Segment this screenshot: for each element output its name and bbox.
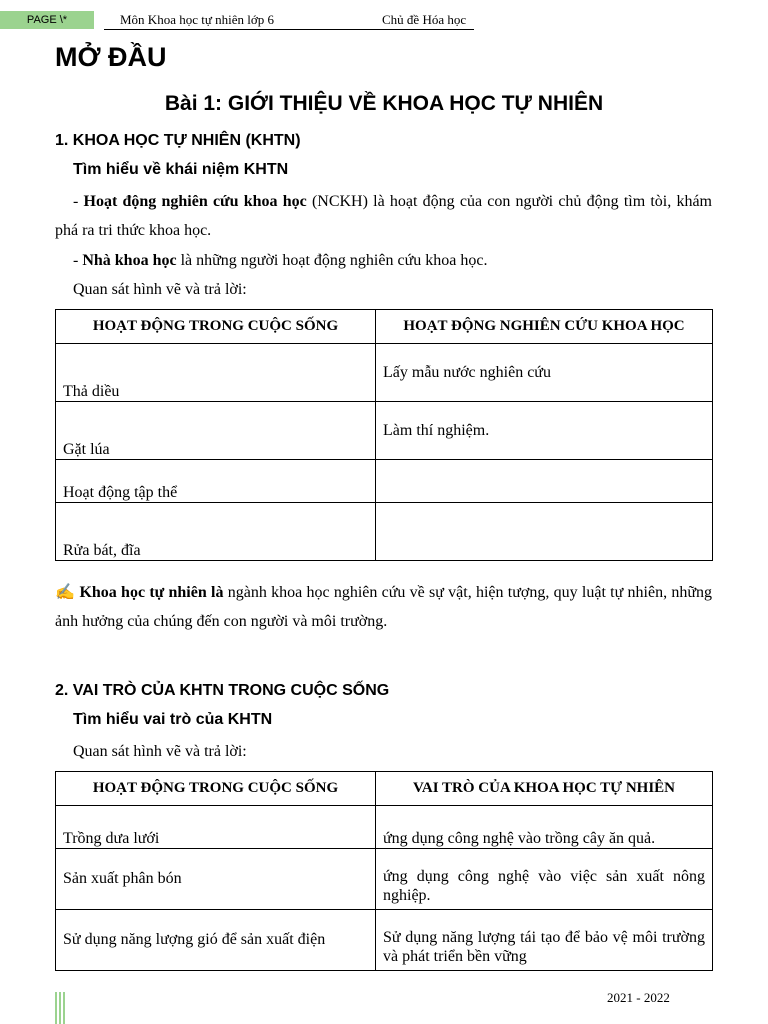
header-subject: Môn Khoa học tự nhiên lớp 6	[120, 12, 275, 27]
table-cell: Thả diều	[56, 344, 376, 402]
table-cell: Sử dụng năng lượng tái tạo để bảo vệ môi trường và phát triển bền vững	[376, 910, 713, 971]
term-scientist: Nhà khoa học	[82, 252, 177, 269]
table-cell: Hoạt động tập thể	[56, 460, 376, 503]
paragraph-scientist: - Nhà khoa học là những người hoạt động nghiên cứu khoa học.	[73, 252, 488, 269]
definition-term: Khoa học tự nhiên là	[79, 584, 224, 601]
table-header-row	[56, 772, 713, 806]
page-field-badge: PAGE \*	[0, 11, 94, 29]
definition-text: ngành khoa học nghiên cứu về sự vật, hiện tượng, quy luật tự nhiên, những ảnh hưởng của chúng đến con người và môi trường.	[55, 584, 713, 630]
table-header-cell: HOẠT ĐỘNG NGHIÊN CỨU KHOA HỌC	[376, 310, 713, 344]
section1-heading: 1. KHOA HỌC TỰ NHIÊN (KHTN)	[55, 132, 301, 149]
table-row	[56, 460, 713, 503]
footer-year: 2021 - 2022	[607, 990, 670, 1005]
table-header-row	[56, 310, 713, 344]
footer-decoration	[55, 992, 65, 1024]
paragraph-scientist-text: là những người hoạt động nghiên cứu khoa học.	[176, 252, 488, 269]
table-cell: Làm thí nghiệm.	[376, 402, 713, 460]
table-row	[56, 503, 713, 561]
table-cell: Rửa bát, đĩa	[56, 503, 376, 561]
roles-table-2	[55, 771, 713, 971]
term-nckh: Hoạt động nghiên cứu khoa học	[83, 193, 307, 210]
table-row	[56, 806, 713, 849]
running-header	[104, 11, 474, 30]
table-row	[56, 344, 713, 402]
table-header-cell: HOẠT ĐỘNG TRONG CUỘC SỐNG	[56, 310, 376, 344]
table-cell: Gặt lúa	[56, 402, 376, 460]
section1-subheading: Tìm hiểu về khái niệm KHTN	[73, 161, 289, 178]
observe-prompt-1: Quan sát hình vẽ và trả lời:	[73, 281, 247, 298]
table-cell: Lấy mẫu nước nghiên cứu	[376, 344, 713, 402]
paragraph-nckh-text: (NCKH) là hoạt động của con người chủ động tìm tòi, khám phá ra tri thức khoa học.	[55, 193, 713, 239]
table-cell: ứng dụng công nghệ vào việc sản xuất nông nghiệp.	[376, 849, 713, 910]
table-header-cell: VAI TRÒ CỦA KHOA HỌC TỰ NHIÊN	[376, 772, 713, 806]
header-topic: Chủ đề Hóa học	[382, 12, 467, 27]
section2-heading: 2. VAI TRÒ CỦA KHTN TRONG CUỘC SỐNG	[55, 682, 390, 699]
table-cell: Sử dụng năng lượng gió để sản xuất điện	[56, 910, 376, 971]
table-cell	[376, 460, 713, 503]
table-cell: ứng dụng công nghệ vào trồng cây ăn quả.	[376, 806, 713, 849]
chapter-title: MỞ ĐẦU	[55, 42, 167, 72]
paragraph-nckh: - Hoạt động nghiên cứu khoa học (NCKH) là hoạt động của con người chủ động tìm tòi, khám phá ra tri thức khoa học.	[55, 193, 713, 239]
writing-hand-icon: ✍	[55, 584, 76, 601]
table-header-cell: HOẠT ĐỘNG TRONG CUỘC SỐNG	[56, 772, 376, 806]
table-row	[56, 849, 713, 910]
table-cell: Trồng dưa lưới	[56, 806, 376, 849]
lesson-title: Bài 1: GIỚI THIỆU VỀ KHOA HỌC TỰ NHIÊN	[164, 92, 604, 115]
table-row	[56, 402, 713, 460]
table-cell: Sản xuất phân bón	[56, 849, 376, 910]
section2-subheading: Tìm hiểu vai trò của KHTN	[73, 711, 273, 728]
observe-prompt-2: Quan sát hình vẽ và trả lời:	[73, 743, 247, 760]
table-cell	[376, 503, 713, 561]
table-row	[56, 910, 713, 971]
definition-khtn	[55, 578, 712, 636]
activities-table-1	[55, 309, 713, 561]
